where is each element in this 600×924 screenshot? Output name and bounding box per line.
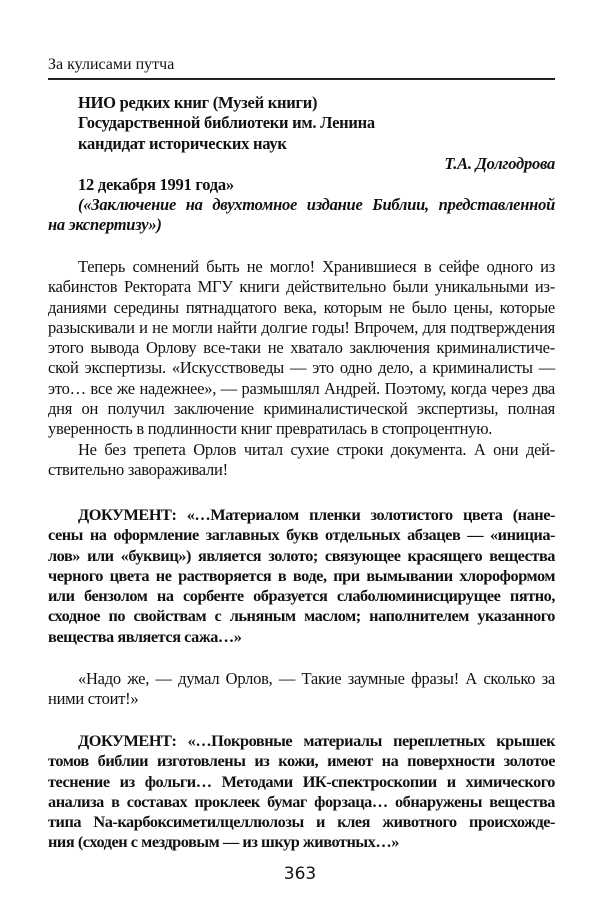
text-line: кабинстов Ректората МГУ книги действительно были уникальными из- bbox=[48, 277, 555, 297]
text-line: этого вывода Орлову все-таки не хватало заключения криминалистиче- bbox=[48, 338, 555, 358]
running-head: За кулисами путча bbox=[48, 56, 175, 73]
text-line: Теперь сомнений быть не могло! Хранившиеся в сейфе одного из bbox=[78, 257, 555, 276]
text-line: дня он получил заключение криминалистической экспертизы, полная bbox=[48, 399, 555, 419]
text-line: уверенность в подлинности книг превратилась в стопроцентную. bbox=[48, 419, 493, 439]
signature: Т.А. Долгодрова bbox=[444, 154, 555, 173]
text-line: ними стоит!» bbox=[48, 689, 139, 709]
document-excerpt-1 bbox=[48, 505, 555, 647]
quote-paragraph bbox=[48, 669, 555, 710]
text-line: кандидат исторических наук bbox=[78, 133, 287, 153]
text-line: сходное по свойствам с льняным маслом; наполнителем указанного bbox=[48, 606, 555, 626]
text-line: ДОКУМЕНТ: «…Покровные материалы переплетных крышек bbox=[78, 731, 555, 750]
text-line: черного цвета не растворяется в воде, при вымывании хлороформом bbox=[48, 565, 555, 585]
header-block bbox=[48, 93, 555, 154]
text-line: типа Na-карбоксиметилцеллюлозы и клея животного происхожде- bbox=[48, 812, 555, 832]
signature-block bbox=[48, 154, 555, 174]
text-line: «Надо же, — думал Орлов, — Такие заумные фразы! А сколько за bbox=[78, 669, 555, 688]
paragraph-1 bbox=[48, 257, 555, 440]
text-line: Государственной библиотеки им. Ленина bbox=[78, 113, 375, 133]
text-line: ствительно завораживали! bbox=[48, 460, 228, 480]
text-line: сены на оформление заглавных букв отдельных абзацев — «инициа- bbox=[48, 525, 555, 545]
text-line: теснение из фольги… Методами ИК-спектроскопии и химического bbox=[48, 771, 555, 791]
text-line: даниями середины пятнадцатого века, которым не было цены, которые bbox=[48, 297, 555, 317]
text-line: это… все же надежнее», — размышлял Андрей. Поэтому, когда через два bbox=[48, 378, 555, 398]
page-number: 363 bbox=[283, 864, 317, 884]
text-line: ния (сходен с мездровым — из шкур животных…» bbox=[48, 832, 399, 852]
header-rule bbox=[48, 78, 555, 80]
date-block bbox=[48, 175, 555, 195]
text-line: НИО редких книг (Музей книги) bbox=[78, 93, 318, 112]
text-line: разыскивали и не могли найти долгие годы! Впрочем, для подтверждения bbox=[48, 317, 555, 337]
paragraph-2 bbox=[48, 440, 555, 481]
text-line: («Заключение на двухтомное издание Библии, представленной bbox=[78, 195, 555, 214]
text-line: анализа в составах проклеек бумаг форзаца… обнаружены вещества bbox=[48, 791, 555, 811]
document-excerpt-2 bbox=[48, 731, 555, 853]
text-line: или бензолом на сорбенте образуется слаболюминисцирущее пятно, bbox=[48, 586, 555, 606]
text-line: на экспертизу») bbox=[48, 215, 162, 235]
document-title bbox=[48, 195, 555, 236]
text-line: вещества является сажа…» bbox=[48, 626, 242, 646]
date-line: 12 декабря 1991 года» bbox=[78, 175, 234, 194]
text-line: Не без трепета Орлов читал сухие строки документа. А они дей- bbox=[78, 440, 555, 459]
text-line: лов» или «буквиц») является золото; связующее красящего вещества bbox=[48, 545, 555, 565]
text-line: ДОКУМЕНТ: «…Материалом пленки золотистого цвета (нане- bbox=[78, 505, 555, 524]
text-line: ской экспертизы. «Искусствоведы — это одно дело, а криминалисты — bbox=[48, 358, 555, 378]
text-line: томов библии изготовлены из кожи, имеют на поверхности золотое bbox=[48, 751, 555, 771]
